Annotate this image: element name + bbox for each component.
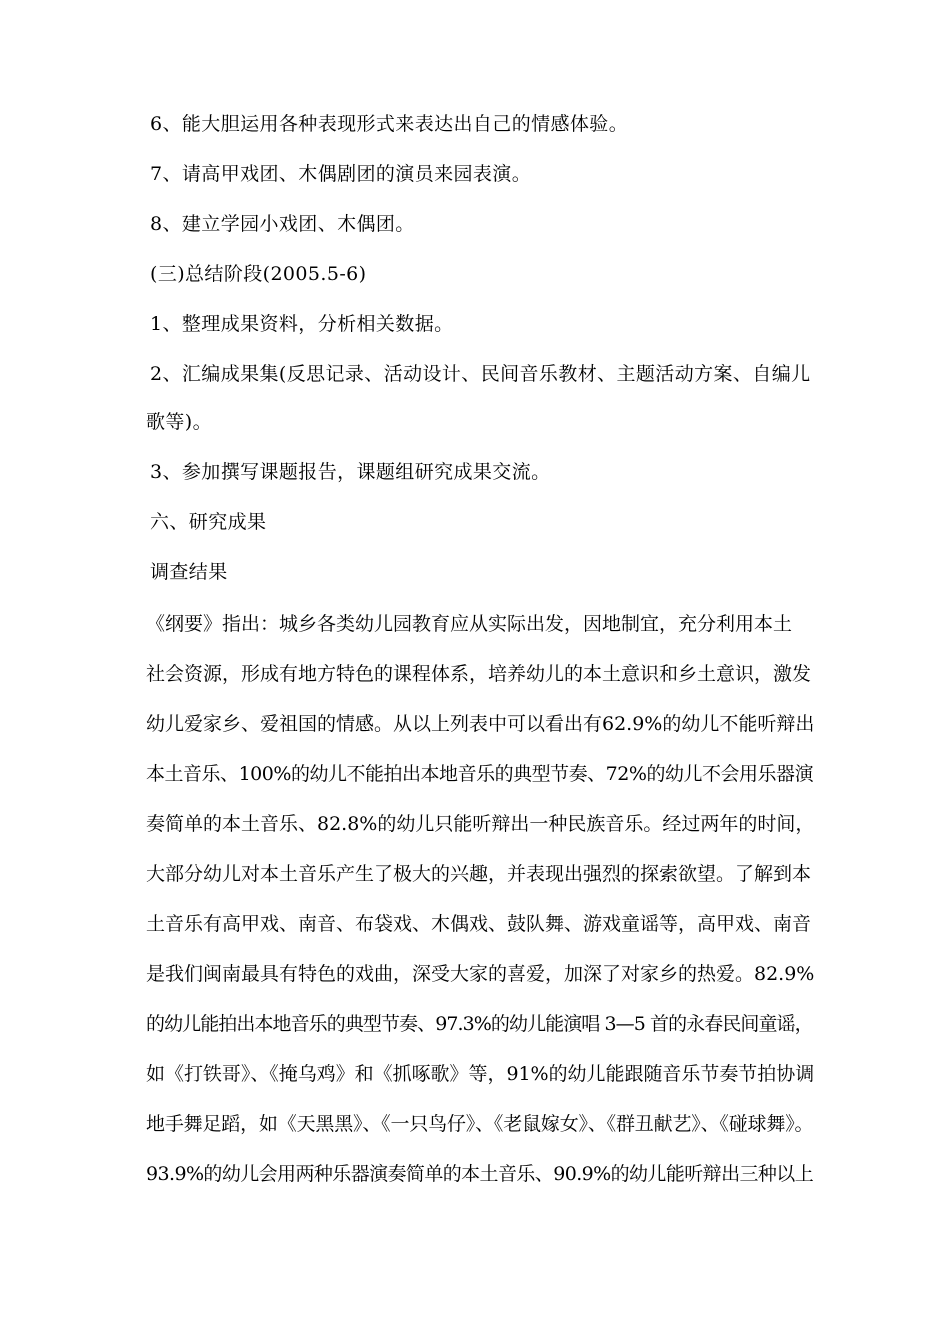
paragraph-line-7: 土音乐有高甲戏、南音、布袋戏、木偶戏、鼓队舞、游戏童谣等，高甲戏、南音 <box>146 913 812 935</box>
list-item-1: 1、整理成果资料，分析相关数据。 <box>150 313 454 335</box>
section-heading-summary-stage: (三)总结阶段(2005.5-6) <box>150 263 367 285</box>
paragraph-line-9: 的幼儿能拍出本地音乐的典型节奏、97.3%的幼儿能演唱 3—5 首的永春民间童谣， <box>146 1013 813 1035</box>
paragraph-line-4: 本土音乐、100%的幼儿不能拍出本地音乐的典型节奏、72%的幼儿不会用乐器演 <box>146 763 814 785</box>
list-item-2: 2、汇编成果集(反思记录、活动设计、民间音乐教材、主题活动方案、自编儿 <box>150 363 811 385</box>
paragraph-line-10: 如《打铁哥》、《掩乌鸡》和《抓啄歌》等，91%的幼儿能跟随音乐节奏节拍协调 <box>146 1063 815 1085</box>
paragraph-line-3: 幼儿爱家乡、爱祖国的情感。从以上列表中可以看出有62.9%的幼儿不能听辩出 <box>146 713 815 735</box>
list-item-6: 6、能大胆运用各种表现形式来表达出自己的情感体验。 <box>150 113 629 135</box>
section-heading-research-results: 六、研究成果 <box>150 511 267 533</box>
list-item-2-continuation: 歌等)。 <box>146 411 213 433</box>
paragraph-line-11: 地手舞足蹈，如《天黑黑》、《一只鸟仔》、《老鼠嫁女》、《群丑献艺》、《碰球舞》。 <box>146 1113 814 1135</box>
paragraph-line-6: 大部分幼儿对本土音乐产生了极大的兴趣，并表现出强烈的探索欲望。了解到本 <box>146 863 812 885</box>
paragraph-line-5: 奏简单的本土音乐、82.8%的幼儿只能听辩出一种民族音乐。经过两年的时间， <box>146 813 815 835</box>
paragraph-line-8: 是我们闽南最具有特色的戏曲，深受大家的喜爱，加深了对家乡的热爱。82.9% <box>146 963 815 985</box>
paragraph-line-1: 《纲要》指出：城乡各类幼儿园教育应从实际出发，因地制宜，充分利用本土 <box>146 613 793 635</box>
paragraph-line-2: 社会资源，形成有地方特色的课程体系，培养幼儿的本土意识和乡土意识，激发 <box>146 663 812 685</box>
list-item-8: 8、建立学园小戏团、木偶团。 <box>150 213 415 235</box>
list-item-7: 7、请高甲戏团、木偶剧团的演员来园表演。 <box>150 163 532 185</box>
list-item-3: 3、参加撰写课题报告，课题组研究成果交流。 <box>150 461 551 483</box>
paragraph-line-12: 93.9%的幼儿会用两种乐器演奏简单的本土音乐、90.9%的幼儿能听辩出三种以上 <box>146 1163 814 1185</box>
subheading-survey-results: 调查结果 <box>150 561 228 583</box>
